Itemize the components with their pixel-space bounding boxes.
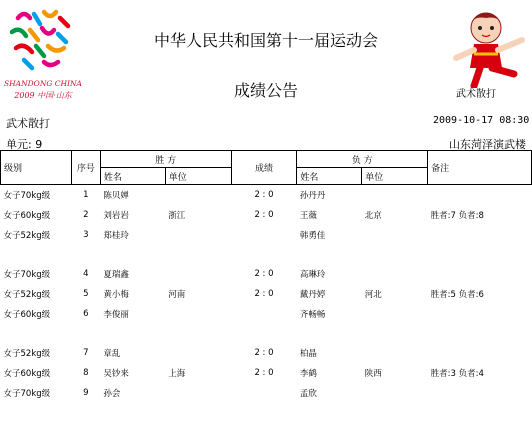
emblem-year: 2009 中国·山东 bbox=[14, 91, 72, 100]
level-cell: 女子70kg级 bbox=[3, 389, 51, 399]
level-cell: 女子52kg级 bbox=[3, 231, 51, 241]
remark-cell: 胜者:5 负者:6 bbox=[430, 290, 484, 300]
header-level: 级别 bbox=[1, 151, 72, 185]
table-row bbox=[1, 383, 532, 403]
loser-name-cell: 柏晶 bbox=[299, 349, 317, 359]
header-loser-unit: 单位 bbox=[362, 168, 428, 185]
loser-unit-cell bbox=[362, 225, 428, 245]
order-cell: 1 bbox=[83, 190, 89, 200]
header-order: 序号 bbox=[71, 151, 100, 185]
loser-name-cell: 高琳玲 bbox=[299, 270, 326, 280]
score-cell: 2 : 0 bbox=[254, 210, 274, 220]
page-title: 中华人民共和国第十一届运动会 bbox=[153, 31, 378, 50]
table-row bbox=[1, 185, 532, 206]
level-cell: 女子70kg级 bbox=[3, 270, 51, 280]
mascot-caption: 武术散打 bbox=[456, 89, 496, 100]
emblem-text: SHANDONG CHINA bbox=[4, 79, 82, 88]
order-cell: 5 bbox=[83, 289, 89, 299]
session-unit: 单元: 9 bbox=[6, 138, 43, 151]
score-cell: 2 : 0 bbox=[254, 190, 274, 200]
order-cell: 7 bbox=[83, 348, 89, 358]
score-cell bbox=[231, 383, 297, 403]
winner-unit-cell bbox=[165, 225, 231, 245]
header-winner-name: 姓名 bbox=[100, 168, 165, 185]
remark-cell bbox=[428, 383, 532, 403]
loser-unit-cell bbox=[362, 304, 428, 324]
winner-name-cell: 黄小梅 bbox=[103, 290, 129, 300]
winner-unit-cell bbox=[165, 343, 231, 363]
remark-cell bbox=[428, 343, 532, 363]
group-spacer bbox=[1, 324, 532, 343]
level-cell: 女子52kg级 bbox=[3, 290, 51, 300]
header-remarks: 备注 bbox=[428, 151, 532, 185]
winner-unit-cell bbox=[165, 383, 231, 403]
score-cell: 2 : 0 bbox=[254, 289, 274, 299]
remark-cell: 胜者:3 负者:4 bbox=[430, 369, 484, 379]
level-cell: 女子60kg级 bbox=[3, 211, 51, 221]
header-loser: 负 方 bbox=[297, 151, 428, 168]
loser-name-cell: 齐畅畅 bbox=[299, 310, 326, 320]
table-row bbox=[1, 363, 532, 383]
order-cell: 2 bbox=[83, 210, 89, 220]
winner-unit-cell bbox=[165, 185, 231, 206]
header-winner-unit: 单位 bbox=[165, 168, 231, 185]
table-row bbox=[1, 225, 532, 245]
table-row bbox=[1, 205, 532, 225]
results-table bbox=[0, 150, 532, 403]
table-row bbox=[1, 304, 532, 324]
winner-name-cell: 孙会 bbox=[103, 389, 121, 399]
loser-unit-cell: 陕西 bbox=[364, 369, 382, 379]
level-cell: 女子70kg级 bbox=[3, 191, 51, 201]
winner-name-cell: 刘岩岩 bbox=[103, 211, 129, 221]
winner-unit-cell: 上海 bbox=[168, 369, 186, 379]
winner-name-cell: 陈贝婵 bbox=[103, 191, 129, 201]
remark-cell bbox=[428, 264, 532, 284]
score-cell: 2 : 0 bbox=[254, 368, 274, 378]
remark-cell: 胜者:7 负者:8 bbox=[430, 211, 484, 221]
winner-unit-cell: 浙江 bbox=[168, 211, 186, 221]
header-winner: 胜 方 bbox=[100, 151, 231, 168]
score-cell: 2 : 0 bbox=[254, 348, 274, 358]
remark-cell bbox=[428, 185, 532, 206]
score-cell bbox=[231, 304, 297, 324]
winner-name-cell: 吴钞来 bbox=[103, 369, 129, 379]
table-row bbox=[1, 264, 532, 284]
winner-name-cell: 李俊丽 bbox=[103, 310, 129, 320]
loser-unit-cell bbox=[362, 264, 428, 284]
loser-name-cell: 戴丹婷 bbox=[299, 290, 326, 300]
order-cell: 4 bbox=[83, 269, 89, 279]
winner-name-cell: 章乱 bbox=[103, 349, 121, 359]
results-body bbox=[1, 185, 532, 404]
table-row bbox=[1, 284, 532, 304]
winner-name-cell: 夏瑞鑫 bbox=[103, 270, 129, 280]
event-name: 武术散打 bbox=[6, 117, 50, 130]
loser-name-cell: 王薇 bbox=[299, 211, 317, 221]
loser-name-cell: 孟欣 bbox=[299, 389, 317, 399]
winner-name-cell: 郑桂玲 bbox=[103, 231, 129, 241]
level-cell: 女子60kg级 bbox=[3, 310, 51, 320]
loser-unit-cell: 北京 bbox=[364, 211, 382, 221]
header-loser-name: 姓名 bbox=[297, 168, 362, 185]
group-spacer bbox=[1, 245, 532, 264]
order-cell: 9 bbox=[83, 388, 89, 398]
winner-unit-cell bbox=[165, 304, 231, 324]
remark-cell bbox=[428, 225, 532, 245]
score-cell: 2 : 0 bbox=[254, 269, 274, 279]
page-subtitle: 成绩公告 bbox=[233, 81, 298, 100]
order-cell: 6 bbox=[83, 309, 89, 319]
header-score: 成绩 bbox=[231, 151, 297, 185]
winner-unit-cell bbox=[165, 264, 231, 284]
venue: 山东菏泽演武楼 bbox=[449, 138, 526, 151]
table-row bbox=[1, 343, 532, 363]
loser-name-cell: 李鹤 bbox=[299, 369, 317, 379]
level-cell: 女子52kg级 bbox=[3, 349, 51, 359]
datetime: 2009-10-17 08:30 bbox=[433, 115, 530, 126]
order-cell: 3 bbox=[83, 230, 89, 240]
score-cell bbox=[231, 225, 297, 245]
loser-unit-cell bbox=[362, 383, 428, 403]
level-cell: 女子60kg级 bbox=[3, 369, 51, 379]
loser-unit-cell: 河北 bbox=[364, 290, 382, 300]
winner-unit-cell: 河南 bbox=[168, 290, 186, 300]
order-cell: 8 bbox=[83, 368, 89, 378]
loser-name-cell: 孙丹丹 bbox=[299, 191, 326, 201]
loser-name-cell: 韩勇佳 bbox=[299, 231, 326, 241]
remark-cell bbox=[428, 304, 532, 324]
loser-unit-cell bbox=[362, 185, 428, 206]
loser-unit-cell bbox=[362, 343, 428, 363]
